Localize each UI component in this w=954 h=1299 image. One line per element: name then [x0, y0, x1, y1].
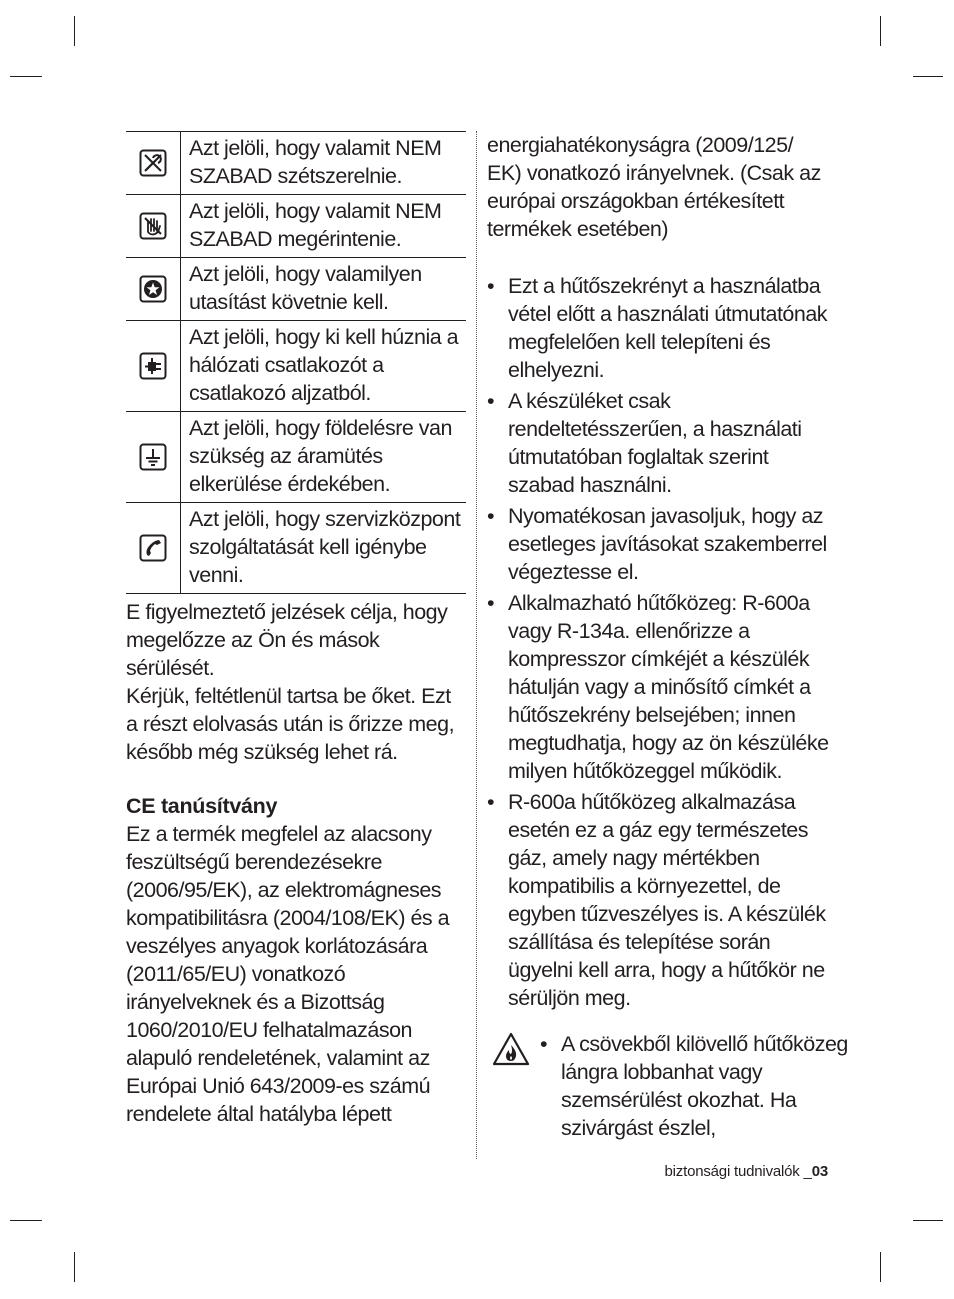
page-number: 03: [811, 1163, 828, 1180]
no-touch-icon: [139, 212, 167, 240]
earth-ground-icon: [139, 443, 167, 471]
list-item: • Nyomatékosan javasoljuk, hogy az esetleges javításokat szakemberrel végeztesse el.: [487, 502, 832, 586]
symbol-row: [126, 503, 466, 594]
bullet-marker: •: [540, 1032, 548, 1056]
fire-warning-text-block: [540, 1030, 851, 1142]
symbol-row: [126, 321, 466, 412]
list-item: • R-600a hűtőközeg alkalmazása esetén ez a gáz egy természetes gáz, amely nagy mértékben kompatibilis a környezettel, de egyben tűzveszélyes is. A készülék szállítása és telepítése során ügyelni kell arra, hogy a hűtőkör ne sérüljön meg.: [487, 788, 832, 1012]
crop-mark: [880, 16, 881, 46]
crop-mark: [74, 16, 75, 46]
symbol-description: Azt jelöli, hogy földelésre van szükség az áramütés elkerülése érdekében.: [181, 412, 467, 503]
symbol-row: [126, 258, 466, 321]
left-column: [126, 131, 466, 1128]
service-phone-icon: [139, 534, 167, 562]
crop-mark: [74, 1252, 75, 1282]
symbol-description: Azt jelöli, hogy szervizközpont szolgáltatását kell igénybe venni.: [181, 503, 467, 594]
page-footer: [665, 1163, 828, 1180]
symbol-description: Azt jelöli, hogy valamit NEM SZABAD szétszerelnie.: [181, 132, 467, 195]
column-divider: [476, 131, 477, 1159]
footer-section-label: biztonsági tudnivalók _: [664, 1163, 812, 1180]
ce-heading: CE tanúsítvány: [126, 794, 278, 818]
crop-mark: [880, 1252, 881, 1282]
ce-body: Ez a termék megfelel az alacsony feszültségű berendezésekre (2006/95/EK), az elektromágneses kompatibilitásra (2004/108/EK) és a veszélyes anyagok korlátozására (2011/65/EU) vonatkozó irányelveknek és a Bizottság 1060/2010/EU felhatalmazáson alapuló rendeletének, valamint az Európai Unió 643/2009-es számú rendelete által hatályba lépett: [126, 822, 450, 1126]
symbol-row: [126, 195, 466, 258]
keep-instructions-paragraph: Kérjük, feltétlenül tartsa be őket. Ezt a részt elolvasás után is őrizze meg, később még szükség lehet rá.: [126, 684, 455, 764]
crop-mark: [10, 1220, 42, 1221]
safety-bullet-list: [487, 272, 832, 1012]
symbol-row: [126, 132, 466, 195]
safety-symbol-table: [126, 131, 466, 594]
symbol-description: Azt jelöli, hogy ki kell húznia a hálózati csatlakozót a csatlakozó aljzatból.: [181, 321, 467, 412]
fire-warning-text: A csövekből kilövellő hűtőközeg lángra lobbanhat vagy szemsérülést okozhat. Ha szivárgást észlel,: [561, 1032, 848, 1140]
crop-mark: [913, 1220, 943, 1221]
ce-continuation: energiahatékonyságra (2009/125/ EK) vonatkozó irányelvnek. (Csak az európai országokban értékesített termékek esetében): [487, 133, 821, 241]
flammable-warning-icon: [492, 1032, 530, 1066]
list-item: • Alkalmazható hűtőközeg: R-600a vagy R-134a. ellenőrizze a kompresszor címkéjét a készülék hátulján vagy a minősítő címkét a hűtőszekrény belsejében; innen megtudhatja, hogy az ön készüléke milyen hűtőközeggel működik.: [487, 589, 832, 785]
crop-mark: [913, 76, 943, 77]
symbol-row: [126, 412, 466, 503]
symbol-description: Azt jelöli, hogy valamit NEM SZABAD megérintenie.: [181, 195, 467, 258]
right-column: [487, 131, 848, 1150]
follow-instruction-icon: [139, 275, 167, 303]
list-item: • A készüléket csak rendeltetésszerűen, a használati útmutatóban foglaltak szerint szabad használni.: [487, 387, 832, 499]
list-item: • Ezt a hűtőszekrényt a használatba vétel előtt a használati útmutatónak megfelelően kell telepíteni és elhelyezni.: [487, 272, 832, 384]
unplug-icon: [139, 352, 167, 380]
no-disassembly-icon: [139, 149, 167, 177]
symbol-description: Azt jelöli, hogy valamilyen utasítást követnie kell.: [181, 258, 467, 321]
warning-purpose-paragraph: E figyelmeztető jelzések célja, hogy megelőzze az Ön és mások sérülését.: [126, 600, 448, 680]
crop-mark: [10, 76, 42, 77]
fire-warning-block: [487, 1030, 848, 1150]
